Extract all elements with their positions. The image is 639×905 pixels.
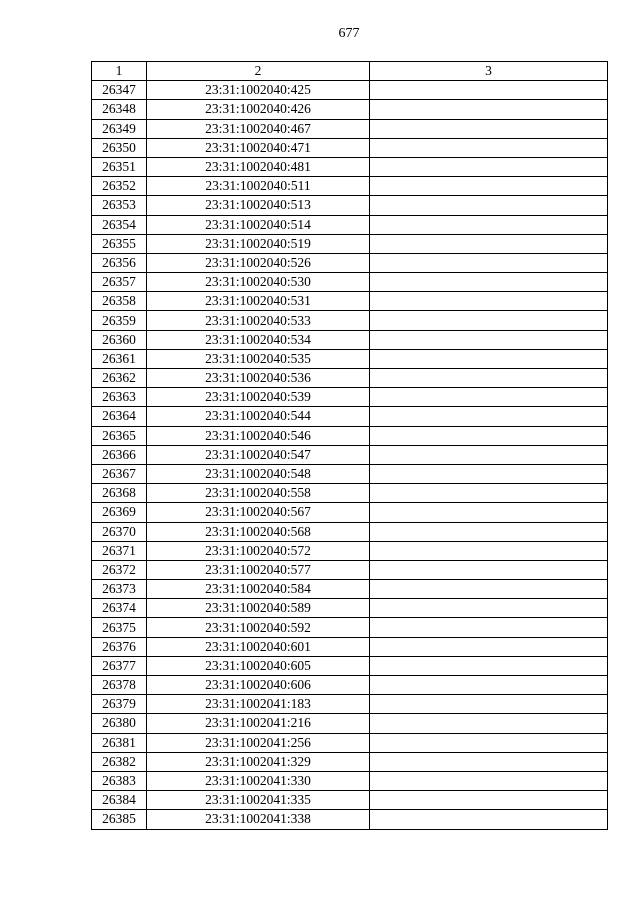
cell-cadastral-number: 23:31:1002040:530 bbox=[147, 273, 370, 292]
cell-notes bbox=[370, 810, 608, 829]
table-row bbox=[92, 484, 608, 503]
column-header-3: 3 bbox=[370, 62, 608, 81]
cell-row-number: 26374 bbox=[92, 599, 147, 618]
table-row bbox=[92, 618, 608, 637]
cell-notes bbox=[370, 752, 608, 771]
table-row bbox=[92, 771, 608, 790]
cell-cadastral-number: 23:31:1002041:183 bbox=[147, 695, 370, 714]
cell-row-number: 26362 bbox=[92, 369, 147, 388]
cell-row-number: 26369 bbox=[92, 503, 147, 522]
cell-row-number: 26385 bbox=[92, 810, 147, 829]
table-row bbox=[92, 330, 608, 349]
table-row bbox=[92, 157, 608, 176]
cell-cadastral-number: 23:31:1002040:558 bbox=[147, 484, 370, 503]
cell-notes bbox=[370, 445, 608, 464]
cell-cadastral-number: 23:31:1002040:425 bbox=[147, 81, 370, 100]
table-row bbox=[92, 369, 608, 388]
table-row bbox=[92, 676, 608, 695]
cell-row-number: 26365 bbox=[92, 426, 147, 445]
cell-row-number: 26358 bbox=[92, 292, 147, 311]
cell-cadastral-number: 23:31:1002040:539 bbox=[147, 388, 370, 407]
cell-row-number: 26376 bbox=[92, 637, 147, 656]
cell-notes bbox=[370, 484, 608, 503]
cell-notes bbox=[370, 349, 608, 368]
registry-table bbox=[91, 61, 608, 830]
table-row bbox=[92, 733, 608, 752]
cell-row-number: 26348 bbox=[92, 100, 147, 119]
cell-notes bbox=[370, 503, 608, 522]
table-row bbox=[92, 311, 608, 330]
cell-row-number: 26352 bbox=[92, 177, 147, 196]
cell-notes bbox=[370, 273, 608, 292]
cell-notes bbox=[370, 656, 608, 675]
cell-row-number: 26349 bbox=[92, 119, 147, 138]
cell-row-number: 26347 bbox=[92, 81, 147, 100]
cell-notes bbox=[370, 560, 608, 579]
cell-row-number: 26363 bbox=[92, 388, 147, 407]
cell-row-number: 26367 bbox=[92, 464, 147, 483]
cell-row-number: 26366 bbox=[92, 445, 147, 464]
table-row bbox=[92, 215, 608, 234]
table-row bbox=[92, 273, 608, 292]
table-row bbox=[92, 714, 608, 733]
cell-cadastral-number: 23:31:1002040:572 bbox=[147, 541, 370, 560]
table-row bbox=[92, 752, 608, 771]
table-row bbox=[92, 464, 608, 483]
table-row bbox=[92, 138, 608, 157]
cell-notes bbox=[370, 119, 608, 138]
table-row bbox=[92, 656, 608, 675]
cell-cadastral-number: 23:31:1002041:329 bbox=[147, 752, 370, 771]
cell-notes bbox=[370, 676, 608, 695]
column-header-1: 1 bbox=[92, 62, 147, 81]
cell-notes bbox=[370, 695, 608, 714]
cell-cadastral-number: 23:31:1002040:584 bbox=[147, 580, 370, 599]
cell-row-number: 26377 bbox=[92, 656, 147, 675]
cell-cadastral-number: 23:31:1002040:519 bbox=[147, 234, 370, 253]
table-row bbox=[92, 196, 608, 215]
cell-row-number: 26359 bbox=[92, 311, 147, 330]
cell-notes bbox=[370, 138, 608, 157]
table-row bbox=[92, 81, 608, 100]
cell-row-number: 26360 bbox=[92, 330, 147, 349]
table-row bbox=[92, 445, 608, 464]
cell-cadastral-number: 23:31:1002040:546 bbox=[147, 426, 370, 445]
cell-notes bbox=[370, 714, 608, 733]
table-row bbox=[92, 426, 608, 445]
cell-row-number: 26373 bbox=[92, 580, 147, 599]
cell-notes bbox=[370, 791, 608, 810]
cell-notes bbox=[370, 196, 608, 215]
cell-cadastral-number: 23:31:1002040:567 bbox=[147, 503, 370, 522]
table-row bbox=[92, 560, 608, 579]
cell-cadastral-number: 23:31:1002040:544 bbox=[147, 407, 370, 426]
cell-notes bbox=[370, 618, 608, 637]
table-row bbox=[92, 522, 608, 541]
cell-cadastral-number: 23:31:1002040:513 bbox=[147, 196, 370, 215]
cell-row-number: 26372 bbox=[92, 560, 147, 579]
cell-cadastral-number: 23:31:1002040:605 bbox=[147, 656, 370, 675]
cell-notes bbox=[370, 637, 608, 656]
cell-notes bbox=[370, 771, 608, 790]
table-row bbox=[92, 119, 608, 138]
table-row bbox=[92, 177, 608, 196]
cell-row-number: 26384 bbox=[92, 791, 147, 810]
cell-cadastral-number: 23:31:1002040:547 bbox=[147, 445, 370, 464]
cell-row-number: 26370 bbox=[92, 522, 147, 541]
cell-notes bbox=[370, 157, 608, 176]
cell-row-number: 26350 bbox=[92, 138, 147, 157]
cell-notes bbox=[370, 599, 608, 618]
cell-notes bbox=[370, 253, 608, 272]
table-row bbox=[92, 234, 608, 253]
cell-notes bbox=[370, 733, 608, 752]
table-row bbox=[92, 349, 608, 368]
cell-notes bbox=[370, 330, 608, 349]
table-body bbox=[92, 81, 608, 829]
cell-cadastral-number: 23:31:1002040:467 bbox=[147, 119, 370, 138]
cell-cadastral-number: 23:31:1002040:568 bbox=[147, 522, 370, 541]
cell-cadastral-number: 23:31:1002040:535 bbox=[147, 349, 370, 368]
cell-row-number: 26356 bbox=[92, 253, 147, 272]
cell-notes bbox=[370, 407, 608, 426]
table-row bbox=[92, 100, 608, 119]
cell-notes bbox=[370, 369, 608, 388]
cell-cadastral-number: 23:31:1002040:526 bbox=[147, 253, 370, 272]
cell-row-number: 26361 bbox=[92, 349, 147, 368]
cell-row-number: 26379 bbox=[92, 695, 147, 714]
table-row bbox=[92, 580, 608, 599]
table-row bbox=[92, 810, 608, 829]
cell-cadastral-number: 23:31:1002040:601 bbox=[147, 637, 370, 656]
cell-row-number: 26381 bbox=[92, 733, 147, 752]
cell-cadastral-number: 23:31:1002040:589 bbox=[147, 599, 370, 618]
table-row bbox=[92, 503, 608, 522]
cell-notes bbox=[370, 81, 608, 100]
cell-cadastral-number: 23:31:1002040:577 bbox=[147, 560, 370, 579]
cell-row-number: 26375 bbox=[92, 618, 147, 637]
cell-cadastral-number: 23:31:1002041:216 bbox=[147, 714, 370, 733]
cell-row-number: 26380 bbox=[92, 714, 147, 733]
cell-cadastral-number: 23:31:1002040:471 bbox=[147, 138, 370, 157]
table-row bbox=[92, 791, 608, 810]
cell-cadastral-number: 23:31:1002040:592 bbox=[147, 618, 370, 637]
cell-cadastral-number: 23:31:1002040:533 bbox=[147, 311, 370, 330]
table-row bbox=[92, 292, 608, 311]
cell-cadastral-number: 23:31:1002041:330 bbox=[147, 771, 370, 790]
cell-notes bbox=[370, 177, 608, 196]
cell-notes bbox=[370, 388, 608, 407]
cell-row-number: 26353 bbox=[92, 196, 147, 215]
cell-cadastral-number: 23:31:1002040:481 bbox=[147, 157, 370, 176]
cell-cadastral-number: 23:31:1002041:335 bbox=[147, 791, 370, 810]
table-row bbox=[92, 253, 608, 272]
cell-notes bbox=[370, 311, 608, 330]
cell-row-number: 26378 bbox=[92, 676, 147, 695]
cell-row-number: 26382 bbox=[92, 752, 147, 771]
cell-notes bbox=[370, 522, 608, 541]
table-row bbox=[92, 599, 608, 618]
column-header-2: 2 bbox=[147, 62, 370, 81]
cell-row-number: 26354 bbox=[92, 215, 147, 234]
cell-row-number: 26383 bbox=[92, 771, 147, 790]
cell-row-number: 26371 bbox=[92, 541, 147, 560]
cell-notes bbox=[370, 464, 608, 483]
cell-notes bbox=[370, 580, 608, 599]
header-row bbox=[92, 62, 608, 81]
cell-cadastral-number: 23:31:1002040:548 bbox=[147, 464, 370, 483]
cell-row-number: 26368 bbox=[92, 484, 147, 503]
cell-cadastral-number: 23:31:1002040:606 bbox=[147, 676, 370, 695]
cell-notes bbox=[370, 215, 608, 234]
cell-cadastral-number: 23:31:1002041:256 bbox=[147, 733, 370, 752]
cell-cadastral-number: 23:31:1002040:514 bbox=[147, 215, 370, 234]
cell-notes bbox=[370, 541, 608, 560]
cell-cadastral-number: 23:31:1002040:536 bbox=[147, 369, 370, 388]
table-row bbox=[92, 541, 608, 560]
table-row bbox=[92, 388, 608, 407]
cell-notes bbox=[370, 234, 608, 253]
cell-row-number: 26357 bbox=[92, 273, 147, 292]
cell-row-number: 26364 bbox=[92, 407, 147, 426]
cell-row-number: 26351 bbox=[92, 157, 147, 176]
cell-notes bbox=[370, 426, 608, 445]
cell-cadastral-number: 23:31:1002040:511 bbox=[147, 177, 370, 196]
cell-cadastral-number: 23:31:1002040:426 bbox=[147, 100, 370, 119]
cell-notes bbox=[370, 292, 608, 311]
cell-cadastral-number: 23:31:1002041:338 bbox=[147, 810, 370, 829]
table-row bbox=[92, 637, 608, 656]
table-row bbox=[92, 695, 608, 714]
cell-cadastral-number: 23:31:1002040:534 bbox=[147, 330, 370, 349]
cell-row-number: 26355 bbox=[92, 234, 147, 253]
table-row bbox=[92, 407, 608, 426]
cell-cadastral-number: 23:31:1002040:531 bbox=[147, 292, 370, 311]
page-number: 677 bbox=[338, 26, 360, 41]
cell-notes bbox=[370, 100, 608, 119]
